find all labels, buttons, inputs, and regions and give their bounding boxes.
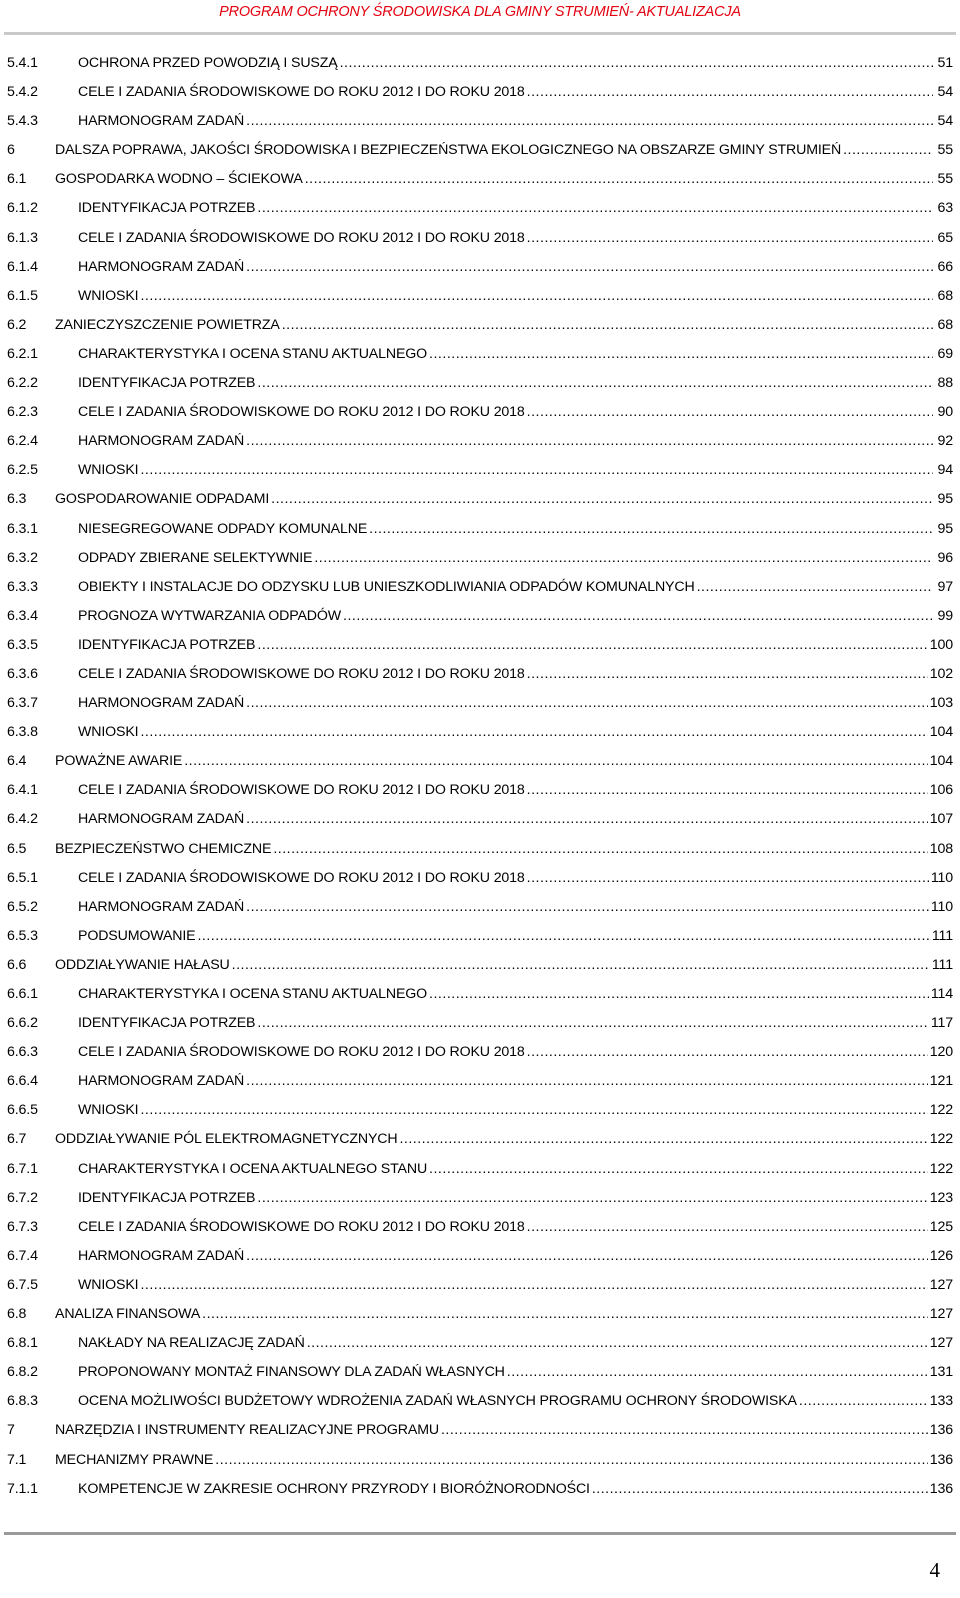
toc-entry-page: 95 xyxy=(937,520,953,537)
toc-dot-leader xyxy=(305,170,933,188)
toc-entry-page: 114 xyxy=(930,986,953,1002)
toc-entry[interactable] xyxy=(7,723,953,752)
toc-entry[interactable] xyxy=(7,1189,953,1218)
toc-entry-number: 6.2.3 xyxy=(7,404,38,421)
toc-entry-page: 100 xyxy=(929,636,953,653)
toc-entry-title: CHARAKTERYSTYKA I OCENA STANU AKTUALNEGO xyxy=(78,345,428,362)
toc-entry[interactable] xyxy=(7,1451,953,1480)
toc-entry-title: NAKŁADY NA REALIZACJĘ ZADAŃ xyxy=(78,1335,305,1352)
toc-entry-page: 120 xyxy=(929,1044,953,1061)
toc-entry[interactable] xyxy=(7,461,953,490)
toc-entry-page: 126 xyxy=(929,1247,953,1264)
toc-entry-number: 6.5.2 xyxy=(7,898,38,915)
toc-entry[interactable] xyxy=(7,636,953,665)
toc-entry-page: 127 xyxy=(929,1306,953,1323)
toc-entry-page: 110 xyxy=(930,898,953,915)
toc-entry-number: 6.4.2 xyxy=(7,811,38,828)
toc-dot-leader xyxy=(399,1130,927,1148)
toc-dot-leader xyxy=(246,1072,928,1090)
toc-dot-leader xyxy=(527,1043,928,1061)
toc-entry-title: ODDZIAŁYWANIE HAŁASU xyxy=(55,956,230,973)
toc-entry[interactable] xyxy=(7,1392,953,1421)
toc-dot-leader xyxy=(140,1276,927,1294)
toc-entry-number: 6.3.8 xyxy=(7,724,38,741)
toc-dot-leader xyxy=(429,1160,928,1178)
toc-dot-leader xyxy=(140,723,927,741)
toc-entry-title: IDENTYFIKACJA POTRZEB xyxy=(78,636,256,653)
table-of-contents xyxy=(7,54,953,1509)
toc-dot-leader xyxy=(843,141,933,159)
toc-dot-leader xyxy=(215,1451,928,1469)
toc-entry-page: 121 xyxy=(929,1073,953,1090)
toc-entry[interactable] xyxy=(7,810,953,839)
toc-entry-title: CHARAKTERYSTYKA I OCENA STANU AKTUALNEGO xyxy=(78,986,428,1002)
toc-entry-title: CELE I ZADANIA ŚRODOWISKOWE DO ROKU 2012 I DO ROKU 2018 xyxy=(78,1044,525,1061)
toc-entry-page: 104 xyxy=(929,724,953,741)
toc-entry-page: 54 xyxy=(937,84,953,101)
toc-entry[interactable] xyxy=(7,869,953,898)
toc-entry[interactable] xyxy=(7,520,953,549)
toc-entry-number: 6.5.1 xyxy=(7,869,38,886)
toc-dot-leader xyxy=(140,461,933,479)
toc-entry-number: 6.2.4 xyxy=(7,433,38,450)
toc-entry-title: IDENTYFIKACJA POTRZEB xyxy=(78,200,256,217)
toc-dot-leader xyxy=(343,607,933,625)
toc-entry-number: 6.7 xyxy=(7,1131,27,1148)
toc-entry-page: 88 xyxy=(937,375,953,392)
toc-dot-leader xyxy=(140,1101,927,1119)
toc-entry-page: 102 xyxy=(929,665,953,682)
toc-entry[interactable] xyxy=(7,141,953,170)
toc-entry-number: 6.7.3 xyxy=(7,1218,38,1235)
toc-entry[interactable] xyxy=(7,956,953,985)
toc-entry-page: 54 xyxy=(937,113,953,130)
toc-entry-number: 6.5.3 xyxy=(7,927,38,944)
toc-entry[interactable] xyxy=(7,258,953,287)
toc-entry-number: 6.8.1 xyxy=(7,1335,38,1352)
toc-entry-title: WNIOSKI xyxy=(78,287,139,304)
toc-entry-number: 5.4.3 xyxy=(7,113,38,130)
toc-entry-page: 110 xyxy=(930,869,953,886)
toc-dot-leader xyxy=(140,287,933,305)
toc-entry-number: 6.4.1 xyxy=(7,782,38,799)
toc-entry-number: 6.6 xyxy=(7,956,27,973)
toc-entry-title: ZANIECZYSZCZENIE POWIETRZA xyxy=(55,316,280,333)
toc-entry-number: 6.3.4 xyxy=(7,607,38,624)
toc-entry[interactable] xyxy=(7,1101,953,1130)
toc-entry-number: 6.3.1 xyxy=(7,520,38,537)
toc-entry-number: 6.1 xyxy=(7,171,27,188)
toc-entry-title: PROPONOWANY MONTAŻ FINANSOWY DLA ZADAŃ WŁASNYCH xyxy=(78,1364,505,1381)
toc-dot-leader xyxy=(257,199,933,217)
toc-entry-page: 136 xyxy=(929,1480,953,1497)
toc-entry-title: GOSPODAROWANIE ODPADAMI xyxy=(55,491,270,508)
toc-entry[interactable] xyxy=(7,287,953,316)
toc-entry-title: HARMONOGRAM ZADAŃ xyxy=(78,1247,245,1264)
toc-entry[interactable] xyxy=(7,345,953,374)
toc-dot-leader xyxy=(282,316,933,334)
toc-entry[interactable] xyxy=(7,316,953,345)
toc-entry[interactable] xyxy=(7,229,953,258)
toc-entry[interactable] xyxy=(7,1363,953,1392)
toc-entry-title: HARMONOGRAM ZADAŃ xyxy=(78,898,245,915)
toc-entry-number: 6.8 xyxy=(7,1306,27,1323)
toc-entry-number: 6.6.3 xyxy=(7,1044,38,1061)
toc-entry-number: 6.2 xyxy=(7,316,27,333)
toc-entry-title: HARMONOGRAM ZADAŃ xyxy=(78,811,245,828)
toc-entry-title: PODSUMOWANIE xyxy=(78,927,196,944)
toc-entry-page: 122 xyxy=(929,1102,953,1119)
toc-entry-title: ODPADY ZBIERANE SELEKTYWNIE xyxy=(78,549,313,566)
toc-entry[interactable] xyxy=(7,54,953,83)
toc-entry-page: 55 xyxy=(937,142,953,159)
toc-entry-page: 68 xyxy=(937,287,953,304)
toc-dot-leader xyxy=(527,665,928,683)
toc-entry-page: 55 xyxy=(937,171,953,188)
toc-entry-number: 6.7.2 xyxy=(7,1189,38,1206)
toc-dot-leader xyxy=(697,578,933,596)
toc-entry-title: CELE I ZADANIA ŚRODOWISKOWE DO ROKU 2012 I DO ROKU 2018 xyxy=(78,229,525,246)
toc-entry-page: 127 xyxy=(929,1335,953,1352)
toc-entry-title: WNIOSKI xyxy=(78,1276,139,1293)
toc-entry-number: 5.4.1 xyxy=(7,55,38,71)
toc-entry[interactable] xyxy=(7,403,953,432)
toc-entry-number: 6.3.7 xyxy=(7,695,38,712)
toc-dot-leader xyxy=(273,840,927,858)
toc-dot-leader xyxy=(246,432,933,450)
toc-entry[interactable] xyxy=(7,432,953,461)
toc-dot-leader xyxy=(257,636,927,654)
toc-dot-leader xyxy=(527,229,933,247)
toc-dot-leader xyxy=(314,549,933,567)
toc-entry-page: 111 xyxy=(931,927,953,944)
toc-entry-number: 6.6.4 xyxy=(7,1073,38,1090)
toc-entry[interactable] xyxy=(7,170,953,199)
toc-entry-page: 66 xyxy=(937,258,953,275)
toc-entry-number: 7 xyxy=(7,1422,15,1439)
toc-entry-title: NARZĘDZIA I INSTRUMENTY REALIZACYJNE PROGRAMU xyxy=(55,1422,439,1439)
toc-entry-title: IDENTYFIKACJA POTRZEB xyxy=(78,375,256,392)
toc-entry-number: 6.7.1 xyxy=(7,1160,38,1177)
toc-dot-leader xyxy=(232,956,930,974)
toc-entry[interactable] xyxy=(7,549,953,578)
toc-dot-leader xyxy=(246,898,929,916)
toc-entry[interactable] xyxy=(7,1247,953,1276)
toc-entry-number: 6.2.2 xyxy=(7,375,38,392)
toc-entry-title: HARMONOGRAM ZADAŃ xyxy=(78,1073,245,1090)
toc-dot-leader xyxy=(429,985,929,1003)
toc-entry[interactable] xyxy=(7,1043,953,1072)
toc-entry-title: PROGNOZA WYTWARZANIA ODPADÓW xyxy=(78,607,342,624)
page-header: PROGRAM OCHRONY ŚRODOWISKA DLA GMINY STRUMIEŃ- AKTUALIZACJA xyxy=(219,4,741,20)
toc-entry[interactable] xyxy=(7,1276,953,1305)
toc-entry-page: 95 xyxy=(937,491,953,508)
toc-entry-number: 6.6.2 xyxy=(7,1015,38,1032)
toc-entry-title: ODDZIAŁYWANIE PÓL ELEKTROMAGNETYCZNYCH xyxy=(55,1131,398,1148)
toc-entry-page: 107 xyxy=(929,811,953,828)
toc-entry-title: CELE I ZADANIA ŚRODOWISKOWE DO ROKU 2012 I DO ROKU 2018 xyxy=(78,869,525,886)
toc-dot-leader xyxy=(369,520,933,538)
toc-dot-leader xyxy=(202,1305,928,1323)
toc-dot-leader xyxy=(507,1363,928,1381)
toc-entry[interactable] xyxy=(7,607,953,636)
toc-entry-number: 6.6.1 xyxy=(7,986,38,1002)
toc-entry-page: 96 xyxy=(937,549,953,566)
toc-entry[interactable] xyxy=(7,752,953,781)
toc-entry-page: 97 xyxy=(937,578,953,595)
toc-entry-number: 6.2.1 xyxy=(7,345,38,362)
toc-entry-page: 122 xyxy=(929,1131,953,1148)
toc-entry-number: 6.6.5 xyxy=(7,1102,38,1119)
toc-entry-number: 6.1.3 xyxy=(7,229,38,246)
toc-dot-leader xyxy=(257,1189,927,1207)
toc-entry-page: 103 xyxy=(929,695,953,712)
toc-entry[interactable] xyxy=(7,578,953,607)
toc-entry-title: OBIEKTY I INSTALACJE DO ODZYSKU LUB UNIESZKODLIWIANIA ODPADÓW KOMUNALNYCH xyxy=(78,578,695,595)
toc-dot-leader xyxy=(257,374,933,392)
toc-entry-number: 6.3.5 xyxy=(7,636,38,653)
toc-entry-title: IDENTYFIKACJA POTRZEB xyxy=(78,1015,256,1032)
toc-entry-number: 6.3.6 xyxy=(7,665,38,682)
toc-entry-title: CELE I ZADANIA ŚRODOWISKOWE DO ROKU 2012 I DO ROKU 2018 xyxy=(78,665,525,682)
toc-entry-number: 6.3.2 xyxy=(7,549,38,566)
toc-entry-number: 6.3 xyxy=(7,491,27,508)
toc-entry[interactable] xyxy=(7,694,953,723)
toc-entry-number: 6.5 xyxy=(7,840,27,857)
toc-entry[interactable] xyxy=(7,1160,953,1189)
toc-entry-title: WNIOSKI xyxy=(78,1102,139,1119)
toc-entry[interactable] xyxy=(7,374,953,403)
toc-entry-title: NIESEGREGOWANE ODPADY KOMUNALNE xyxy=(78,520,368,537)
toc-entry-number: 6.4 xyxy=(7,753,27,770)
toc-entry-title: KOMPETENCJE W ZAKRESIE OCHRONY PRZYRODY I BIORÓŻNORODNOŚCI xyxy=(78,1480,590,1497)
toc-entry-title: CELE I ZADANIA ŚRODOWISKOWE DO ROKU 2012 I DO ROKU 2018 xyxy=(78,782,525,799)
toc-entry-title: POWAŻNE AWARIE xyxy=(55,753,183,770)
toc-entry-title: CELE I ZADANIA ŚRODOWISKOWE DO ROKU 2012 I DO ROKU 2018 xyxy=(78,84,525,101)
toc-entry-number: 6.3.3 xyxy=(7,578,38,595)
toc-entry-page: 122 xyxy=(929,1160,953,1177)
toc-dot-leader xyxy=(257,1014,928,1032)
toc-entry-page: 125 xyxy=(929,1218,953,1235)
toc-dot-leader xyxy=(429,345,933,363)
toc-entry-title: HARMONOGRAM ZADAŃ xyxy=(78,258,245,275)
toc-entry[interactable] xyxy=(7,83,953,112)
toc-entry-title: OCENA MOŻLIWOŚCI BUDŻETOWY WDROŻENIA ZADAŃ WŁASNYCH PROGRAMU OCHRONY ŚRODOWISKA xyxy=(78,1393,797,1410)
toc-dot-leader xyxy=(441,1421,928,1439)
toc-entry-page: 106 xyxy=(929,782,953,799)
toc-entry-page: 127 xyxy=(929,1276,953,1293)
toc-entry[interactable] xyxy=(7,1218,953,1247)
toc-entry[interactable] xyxy=(7,985,953,1014)
toc-entry-page: 94 xyxy=(937,462,953,479)
toc-entry-number: 5.4.2 xyxy=(7,84,38,101)
toc-entry-page: 123 xyxy=(929,1189,953,1206)
toc-entry-number: 6.8.2 xyxy=(7,1364,38,1381)
toc-entry-number: 6.1.2 xyxy=(7,200,38,217)
toc-entry-page: 111 xyxy=(931,956,953,973)
toc-entry-number: 7.1 xyxy=(7,1451,27,1468)
footer-divider xyxy=(4,1532,956,1535)
toc-entry-page: 136 xyxy=(929,1451,953,1468)
toc-entry[interactable] xyxy=(7,1072,953,1101)
toc-entry-number: 6 xyxy=(7,142,15,159)
toc-entry-number: 6.1.5 xyxy=(7,287,38,304)
toc-entry-page: 117 xyxy=(930,1015,953,1032)
toc-entry-title: IDENTYFIKACJA POTRZEB xyxy=(78,1189,256,1206)
toc-entry[interactable] xyxy=(7,1305,953,1334)
toc-entry-page: 136 xyxy=(929,1422,953,1439)
toc-entry-page: 92 xyxy=(937,433,953,450)
toc-entry-title: MECHANIZMY PRAWNE xyxy=(55,1451,214,1468)
toc-entry[interactable] xyxy=(7,898,953,927)
toc-entry-page: 131 xyxy=(929,1364,953,1381)
toc-entry-number: 6.1.4 xyxy=(7,258,38,275)
toc-entry-page: 65 xyxy=(937,229,953,246)
toc-entry-page: 104 xyxy=(929,753,953,770)
toc-entry-title: WNIOSKI xyxy=(78,462,139,479)
toc-dot-leader xyxy=(271,490,933,508)
toc-entry-number: 7.1.1 xyxy=(7,1480,38,1497)
toc-entry[interactable] xyxy=(7,112,953,141)
toc-entry[interactable] xyxy=(7,781,953,810)
toc-entry[interactable] xyxy=(7,1014,953,1043)
toc-entry[interactable] xyxy=(7,1334,953,1363)
header-divider xyxy=(4,32,956,35)
toc-dot-leader xyxy=(527,869,929,887)
toc-dot-leader xyxy=(197,927,929,945)
toc-entry-title: HARMONOGRAM ZADAŃ xyxy=(78,113,245,130)
toc-entry[interactable] xyxy=(7,927,953,956)
toc-entry[interactable] xyxy=(7,840,953,869)
toc-entry-page: 63 xyxy=(937,200,953,217)
toc-entry-title: GOSPODARKA WODNO – ŚCIEKOWA xyxy=(55,171,303,188)
toc-entry-title: BEZPIECZEŃSTWO CHEMICZNE xyxy=(55,840,272,857)
toc-dot-leader xyxy=(246,258,933,276)
toc-entry-page: 90 xyxy=(937,404,953,421)
toc-entry-page: 108 xyxy=(929,840,953,857)
toc-entry-title: WNIOSKI xyxy=(78,724,139,741)
toc-entry[interactable] xyxy=(7,1480,953,1509)
toc-entry-title: ANALIZA FINANSOWA xyxy=(55,1306,201,1323)
toc-entry-page: 51 xyxy=(937,55,953,71)
toc-entry[interactable] xyxy=(7,1130,953,1159)
toc-dot-leader xyxy=(246,112,933,130)
toc-entry-number: 6.7.4 xyxy=(7,1247,38,1264)
toc-dot-leader xyxy=(184,752,928,770)
toc-entry-title: CHARAKTERYSTYKA I OCENA AKTUALNEGO STANU xyxy=(78,1160,428,1177)
toc-dot-leader xyxy=(527,1218,928,1236)
toc-dot-leader xyxy=(527,781,928,799)
toc-dot-leader xyxy=(527,83,933,101)
toc-dot-leader xyxy=(527,403,933,421)
toc-dot-leader xyxy=(340,54,933,72)
toc-entry[interactable] xyxy=(7,199,953,228)
toc-entry-title: OCHRONA PRZED POWODZIĄ I SUSZĄ xyxy=(78,55,338,71)
toc-entry-title: CELE I ZADANIA ŚRODOWISKOWE DO ROKU 2012 I DO ROKU 2018 xyxy=(78,1218,525,1235)
toc-entry-title: HARMONOGRAM ZADAŃ xyxy=(78,695,245,712)
toc-entry[interactable] xyxy=(7,665,953,694)
toc-entry-number: 6.8.3 xyxy=(7,1393,38,1410)
toc-entry-number: 6.2.5 xyxy=(7,462,38,479)
toc-dot-leader xyxy=(246,1247,928,1265)
toc-entry-page: 69 xyxy=(937,345,953,362)
toc-dot-leader xyxy=(592,1480,928,1498)
toc-dot-leader xyxy=(307,1334,928,1352)
page-number: 4 xyxy=(929,1558,940,1582)
toc-dot-leader xyxy=(799,1392,928,1410)
toc-entry-title: HARMONOGRAM ZADAŃ xyxy=(78,433,245,450)
toc-dot-leader xyxy=(246,810,928,828)
toc-entry-number: 6.7.5 xyxy=(7,1276,38,1293)
toc-entry-title: CELE I ZADANIA ŚRODOWISKOWE DO ROKU 2012 I DO ROKU 2018 xyxy=(78,404,525,421)
toc-entry[interactable] xyxy=(7,1421,953,1450)
toc-entry[interactable] xyxy=(7,490,953,519)
toc-entry-page: 68 xyxy=(937,316,953,333)
toc-dot-leader xyxy=(246,694,928,712)
toc-entry-title: DALSZA POPRAWA, JAKOŚCI ŚRODOWISKA I BEZPIECZEŃSTWA EKOLOGICZNEGO NA OBSZARZE GMINY STRUMIEŃ xyxy=(55,142,842,159)
toc-entry-page: 133 xyxy=(929,1393,953,1410)
toc-entry-page: 99 xyxy=(937,607,953,624)
